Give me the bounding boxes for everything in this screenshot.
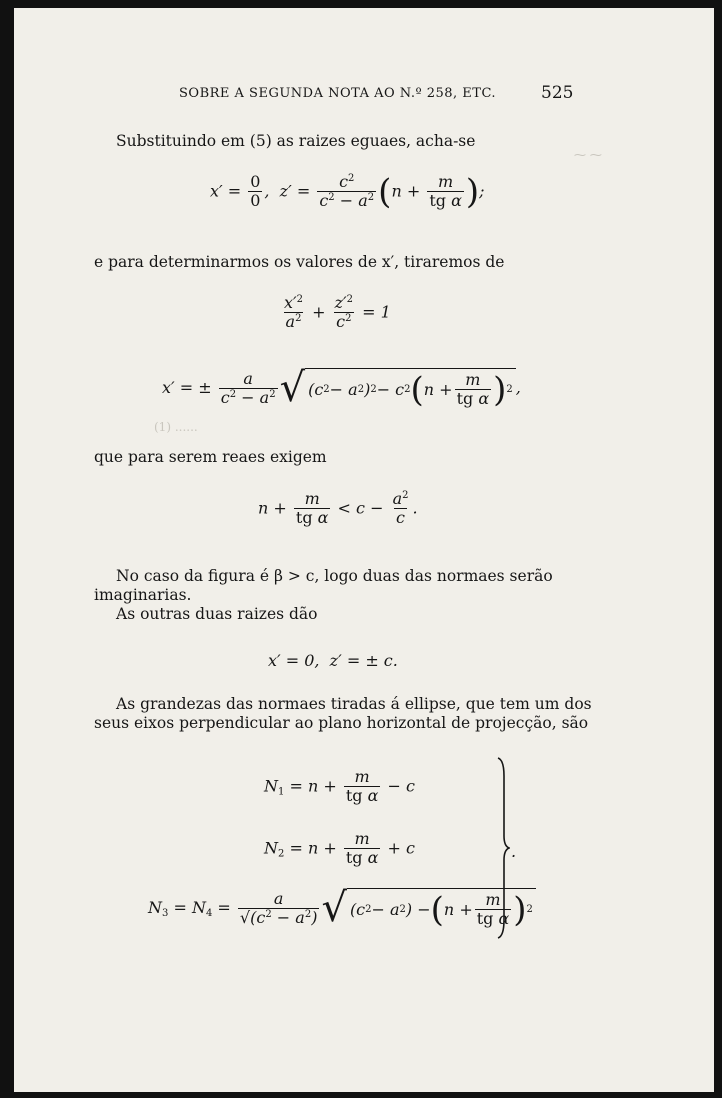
running-title: SOBRE A SEGUNDA NOTA AO N.º 258, ETC. xyxy=(179,86,497,101)
equation-n3-n4: $N_3 = N_4$ = $\frac{a}{√(c^2 - a^2)}$ √ (c 2 − a 2 ) − ( n + $\frac{m}{\text{tg α}}$ ) 2 xyxy=(148,888,536,929)
equation-ellipse: $\frac{x'^2}{a^2}$ + $\frac{z'^2}{c^2}$ = 1 xyxy=(284,293,391,332)
paragraph-caso-line1: No caso da figura é β > c, logo duas das normaes serão xyxy=(116,567,553,585)
brace-period: . xyxy=(511,842,517,861)
equation-x-prime: x′ = ± $\frac{a}{c^2 - a^2}$ √ (c 2 − a 2 ) 2 − c 2 ( n + $\frac{m}{\text{tg α}}$ ) 2 , xyxy=(162,365,521,411)
equation-inequality: n + $\frac{m}{\text{tg α}}$ < c − $\frac{a^2}{c}$ . xyxy=(258,489,418,528)
paragraph-reaes: que para serem reaes exigem xyxy=(94,448,327,466)
equation-n1: $N_1 = n$ + $\frac{m}{\text{tg α}}$ − c xyxy=(264,767,415,806)
right-brace xyxy=(496,756,510,940)
paragraph-substituindo: Substituindo em (5) as raizes eguaes, acha-se xyxy=(116,132,476,150)
bleed-through-mark: ⁓ ⁓ xyxy=(574,148,602,162)
equation-x-z-equal-roots: x′ = $\frac{0}{0}$ , z′ = $\frac{c^2}{c^2 - a^2}$ (n + $\frac{m}{\text{tg α}}$ ); xyxy=(210,171,485,212)
paragraph-outras: As outras duas raizes dão xyxy=(116,605,318,623)
paragraph-caso-line2: imaginarias. xyxy=(94,586,192,604)
paragraph-grandezas-line1: As grandezas das normaes tiradas á ellipse, que tem um dos xyxy=(116,695,592,713)
paragraph-grandezas-line2: seus eixos perpendicular ao plano horizontal de projecção, são xyxy=(94,714,589,732)
equation-other-roots: x′ = 0, z′ = ± c. xyxy=(268,651,398,670)
scanned-page xyxy=(14,8,714,1092)
equation-n2: $N_2 = n$ + $\frac{m}{\text{tg α}}$ + c xyxy=(264,829,415,868)
bleed-through-mark: (1) ...... xyxy=(154,420,198,434)
paragraph-determinarmos: e para determinarmos os valores de x′, tiraremos de xyxy=(94,253,505,271)
page-number: 525 xyxy=(541,83,574,103)
